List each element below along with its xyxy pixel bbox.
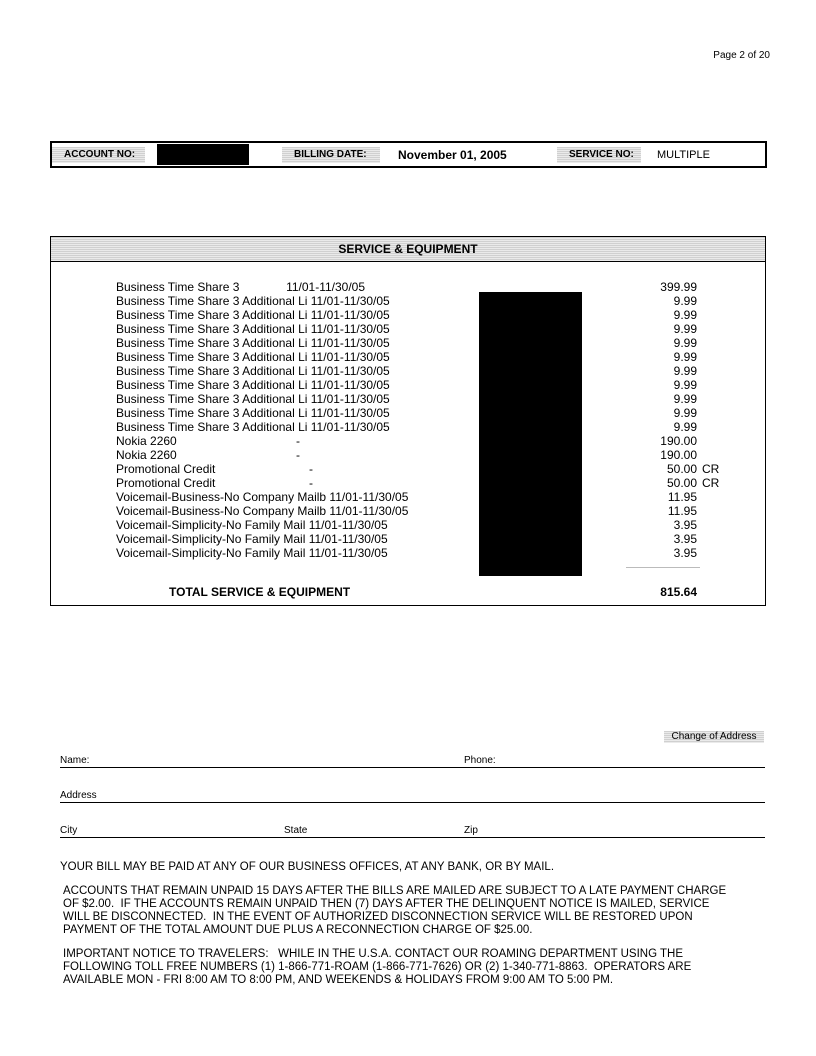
page-number: Page 2 of 20 (713, 50, 770, 61)
service-amount: 9.99 (673, 406, 697, 420)
service-amount: 3.95 (673, 518, 697, 532)
service-description: Promotional Credit (116, 476, 216, 490)
service-description: Voicemail-Business-No Company Mailb 11/01-11/30/05 (116, 490, 409, 504)
account-number-label: ACCOUNT NO: (52, 147, 145, 163)
payment-notice: YOUR BILL MAY BE PAID AT ANY OF OUR BUSINESS OFFICES, AT ANY BANK, OR BY MAIL. (60, 861, 555, 873)
service-amount: 9.99 (673, 322, 697, 336)
service-description: Business Time Share 3 Additional Li 11/01-11/30/05 (116, 406, 390, 420)
service-amount: 11.95 (667, 490, 697, 504)
notice-line: PAYMENT OF THE TOTAL AMOUNT DUE PLUS A RECONNECTION CHARGE OF $25.00. (63, 924, 533, 936)
service-description: Voicemail-Simplicity-No Family Mail 11/01-11/30/05 (116, 518, 388, 532)
zip-label: Zip (464, 825, 478, 836)
service-equipment-title: SERVICE & EQUIPMENT (51, 237, 765, 262)
service-description: Business Time Share 3 Additional Li 11/01-11/30/05 (116, 392, 390, 406)
service-description: Business Time Share 3 Additional Li 11/01-11/30/05 (116, 364, 390, 378)
service-description: Business Time Share 3 Additional Li 11/01-11/30/05 (116, 420, 390, 434)
state-label: State (284, 825, 308, 836)
service-description: Business Time Share 3 Additional Li 11/01-11/30/05 (116, 350, 390, 364)
service-amount: 9.99 (673, 336, 697, 350)
service-dash: - (309, 476, 313, 490)
service-description: Voicemail-Simplicity-No Family Mail 11/01-11/30/05 (116, 546, 388, 560)
service-amount: 399.99 (660, 280, 697, 294)
service-description: Voicemail-Business-No Company Mailb 11/01-11/30/05 (116, 504, 409, 518)
service-amount: 9.99 (673, 364, 697, 378)
service-number-label: SERVICE NO: (557, 147, 641, 163)
account-number-redacted (157, 144, 249, 165)
notice-line: IMPORTANT NOTICE TO TRAVELERS: WHILE IN THE U.S.A. CONTACT OUR ROAMING DEPARTMENT USING THE (63, 948, 684, 960)
address-field[interactable] (60, 790, 765, 803)
credit-marker: CR (702, 476, 720, 490)
name-field[interactable] (60, 755, 464, 768)
service-dash: - (296, 434, 300, 448)
late-payment-notice (63, 885, 726, 937)
billing-date-label: BILLING DATE: (282, 147, 380, 163)
service-description: Business Time Share 3 Additional Li 11/01-11/30/05 (116, 336, 390, 350)
city-field[interactable] (60, 825, 284, 838)
service-amount: 9.99 (673, 392, 697, 406)
credit-marker: CR (702, 462, 720, 476)
service-amount: 9.99 (673, 294, 697, 308)
service-description: Voicemail-Simplicity-No Family Mail 11/01-11/30/05 (116, 532, 388, 546)
phone-label: Phone: (464, 755, 496, 766)
service-amount: 3.95 (673, 546, 697, 560)
notice-line: OF $2.00. IF THE ACCOUNTS REMAIN UNPAID THEN (7) DAYS AFTER THE DELINQUENT NOTICE IS MAILED, SERVICE (63, 898, 710, 910)
service-amount: 9.99 (673, 350, 697, 364)
billing-date-value: November 01, 2005 (398, 148, 507, 162)
account-header-bar (50, 141, 767, 168)
city-label: City (60, 825, 78, 836)
service-description: Business Time Share 3 Additional Li 11/01-11/30/05 (116, 322, 390, 336)
subtotal-rule (626, 567, 700, 568)
change-of-address-label: Change of Address (664, 731, 764, 743)
service-description: Nokia 2260 (116, 448, 177, 462)
service-description: Business Time Share 3 11/01-11/30/05 (116, 280, 366, 294)
service-amount: 11.95 (667, 504, 697, 518)
service-dash: - (309, 462, 313, 476)
zip-field[interactable] (464, 825, 765, 838)
service-equipment-section (50, 236, 766, 606)
name-label: Name: (60, 755, 90, 766)
service-amount: 50.00 (666, 476, 697, 490)
state-field[interactable] (284, 825, 464, 838)
service-description: Business Time Share 3 Additional Li 11/01-11/30/05 (116, 378, 390, 392)
service-amount: 9.99 (673, 308, 697, 322)
service-description: Business Time Share 3 Additional Li 11/01-11/30/05 (116, 294, 390, 308)
service-amount: 190.00 (660, 448, 697, 462)
line-numbers-redacted (479, 292, 582, 576)
total-service-equipment-amount: 815.64 (660, 585, 697, 599)
phone-field[interactable] (464, 755, 765, 768)
service-description: Business Time Share 3 Additional Li 11/01-11/30/05 (116, 308, 390, 322)
notice-line: WILL BE DISCONNECTED. IN THE EVENT OF AUTHORIZED DISCONNECTION SERVICE WILL BE RESTORED UPON (63, 911, 693, 923)
service-amount: 3.95 (673, 532, 697, 546)
service-amount: 190.00 (660, 434, 697, 448)
service-description: Nokia 2260 (116, 434, 177, 448)
service-amount: 9.99 (673, 420, 697, 434)
notice-line: FOLLOWING TOLL FREE NUMBERS (1) 1-866-771-ROAM (1-866-771-7626) OR (2) 1-340-771-8863. OPERATORS ARE (63, 961, 692, 973)
notice-line: AVAILABLE MON - FRI 8:00 AM TO 8:00 PM, AND WEEKENDS & HOLIDAYS FROM 9:00 AM TO 5:00 PM. (63, 974, 614, 986)
total-service-equipment-label: TOTAL SERVICE & EQUIPMENT (169, 585, 351, 599)
service-description: Promotional Credit (116, 462, 216, 476)
service-amount: 50.00 (666, 462, 697, 476)
travelers-notice (63, 948, 691, 987)
service-dash: - (296, 448, 300, 462)
service-amount: 9.99 (673, 378, 697, 392)
service-number-value: MULTIPLE (657, 149, 710, 161)
address-label: Address (60, 790, 97, 801)
notice-line: ACCOUNTS THAT REMAIN UNPAID 15 DAYS AFTER THE BILLS ARE MAILED ARE SUBJECT TO A LATE PAYMENT CHARGE (63, 885, 727, 897)
